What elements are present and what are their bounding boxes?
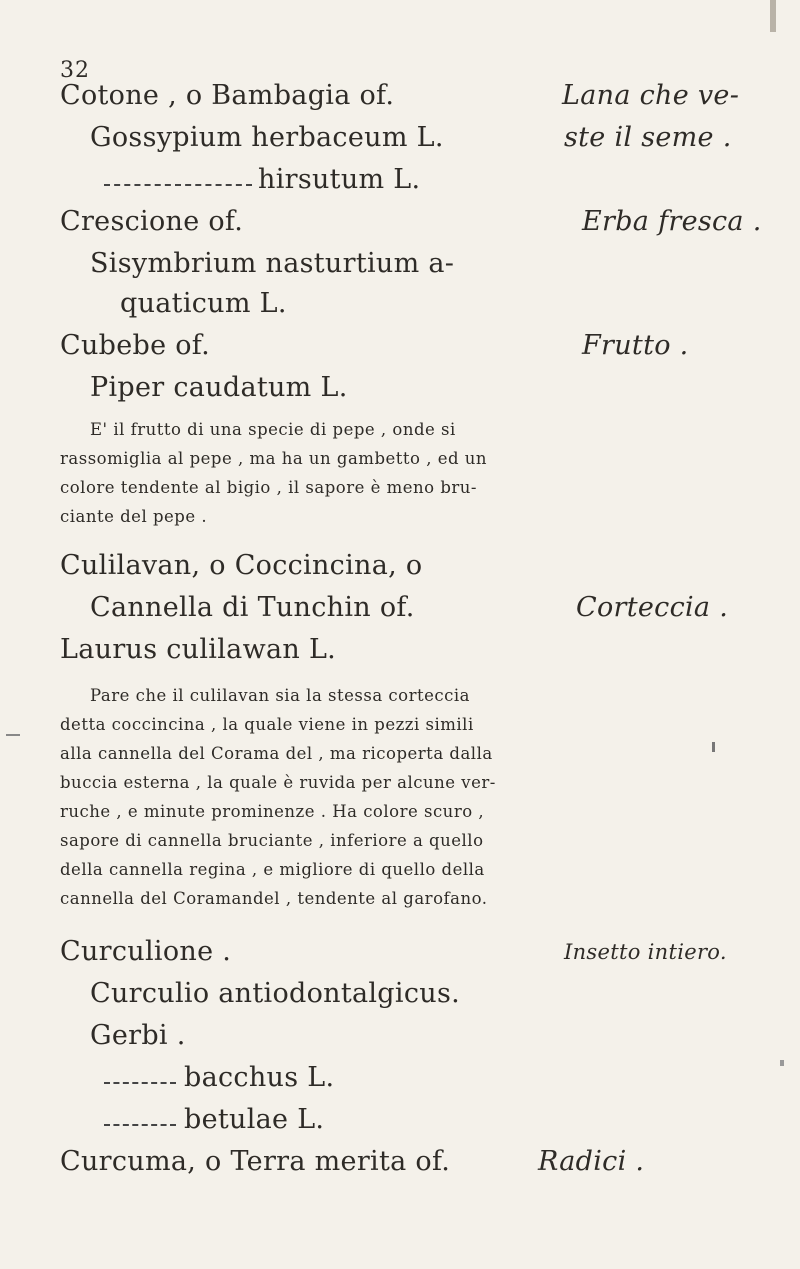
description-line: alla cannella del Corama del , ma ricoperta dalla (60, 744, 493, 763)
latin-name-hirsutum: hirsutum L. (258, 164, 421, 195)
latin-name-bacchus: bacchus L. (184, 1062, 335, 1093)
description-line: ciante del pepe . (60, 507, 208, 526)
entry-heading-culilavan: Culilavan, o Coccincina, o (60, 550, 423, 581)
page-edge-mark (770, 0, 776, 32)
description-line: sapore di cannella bruciante , inferiore a quello (60, 831, 484, 850)
entry-note-culilavan: Corteccia . (576, 592, 729, 623)
entry-heading-cotone: Cotone , o Bambagia of. (60, 80, 395, 111)
latin-name-betulae: betulae L. (184, 1104, 325, 1135)
entry-heading-curculione: Curculione . (60, 936, 232, 967)
ditto-dash (104, 1082, 176, 1084)
ditto-dash (104, 1124, 176, 1126)
ditto-dash (104, 184, 252, 186)
description-line: ruche , e minute prominenze . Ha colore scuro , (60, 802, 485, 821)
entry-note-crescione: Erba fresca . (582, 206, 762, 237)
latin-name-sisymbrium-cont: quaticum L. (120, 288, 287, 319)
entry-heading-cannella: Cannella di Tunchin of. (90, 592, 415, 623)
entry-heading-crescione: Crescione of. (60, 206, 244, 237)
latin-name-sisymbrium: Sisymbrium nasturtium a- (90, 248, 455, 279)
latin-name-laurus: Laurus culilawan L. (60, 634, 337, 665)
page-number: 32 (60, 58, 90, 83)
latin-name-piper: Piper caudatum L. (90, 372, 348, 403)
entry-heading-gerbi: Gerbi . (90, 1020, 186, 1051)
entry-note-curculione: Insetto intiero. (564, 940, 727, 964)
description-line: cannella del Coramandel , tendente al garofano. (60, 889, 488, 908)
description-line: buccia esterna , la quale è ruvida per alcune ver- (60, 773, 496, 792)
description-line: E' il frutto di una specie di pepe , onde si (90, 420, 456, 439)
entry-note-curcuma: Radici . (538, 1146, 645, 1177)
entry-heading-cubebe: Cubebe of. (60, 330, 211, 361)
entry-note-cotone: Lana che ve- (562, 80, 740, 111)
description-line: colore tendente al bigio , il sapore è meno bru- (60, 478, 477, 497)
latin-name-gossypium: Gossypium herbaceum L. (90, 122, 444, 153)
description-line: rassomiglia al pepe , ma ha un gambetto , ed un (60, 449, 488, 468)
entry-heading-curcuma: Curcuma, o Terra merita of. (60, 1146, 451, 1177)
description-line: della cannella regina , e migliore di quello della (60, 860, 485, 879)
entry-note-cubebe: Frutto . (582, 330, 689, 361)
latin-name-curculio: Curculio antiodontalgicus. (90, 978, 460, 1009)
description-line: Pare che il culilavan sia la stessa corteccia (90, 686, 470, 705)
description-line: detta coccincina , la quale viene in pezzi simili (60, 715, 474, 734)
entry-note-cotone-cont: ste il seme . (564, 122, 732, 153)
